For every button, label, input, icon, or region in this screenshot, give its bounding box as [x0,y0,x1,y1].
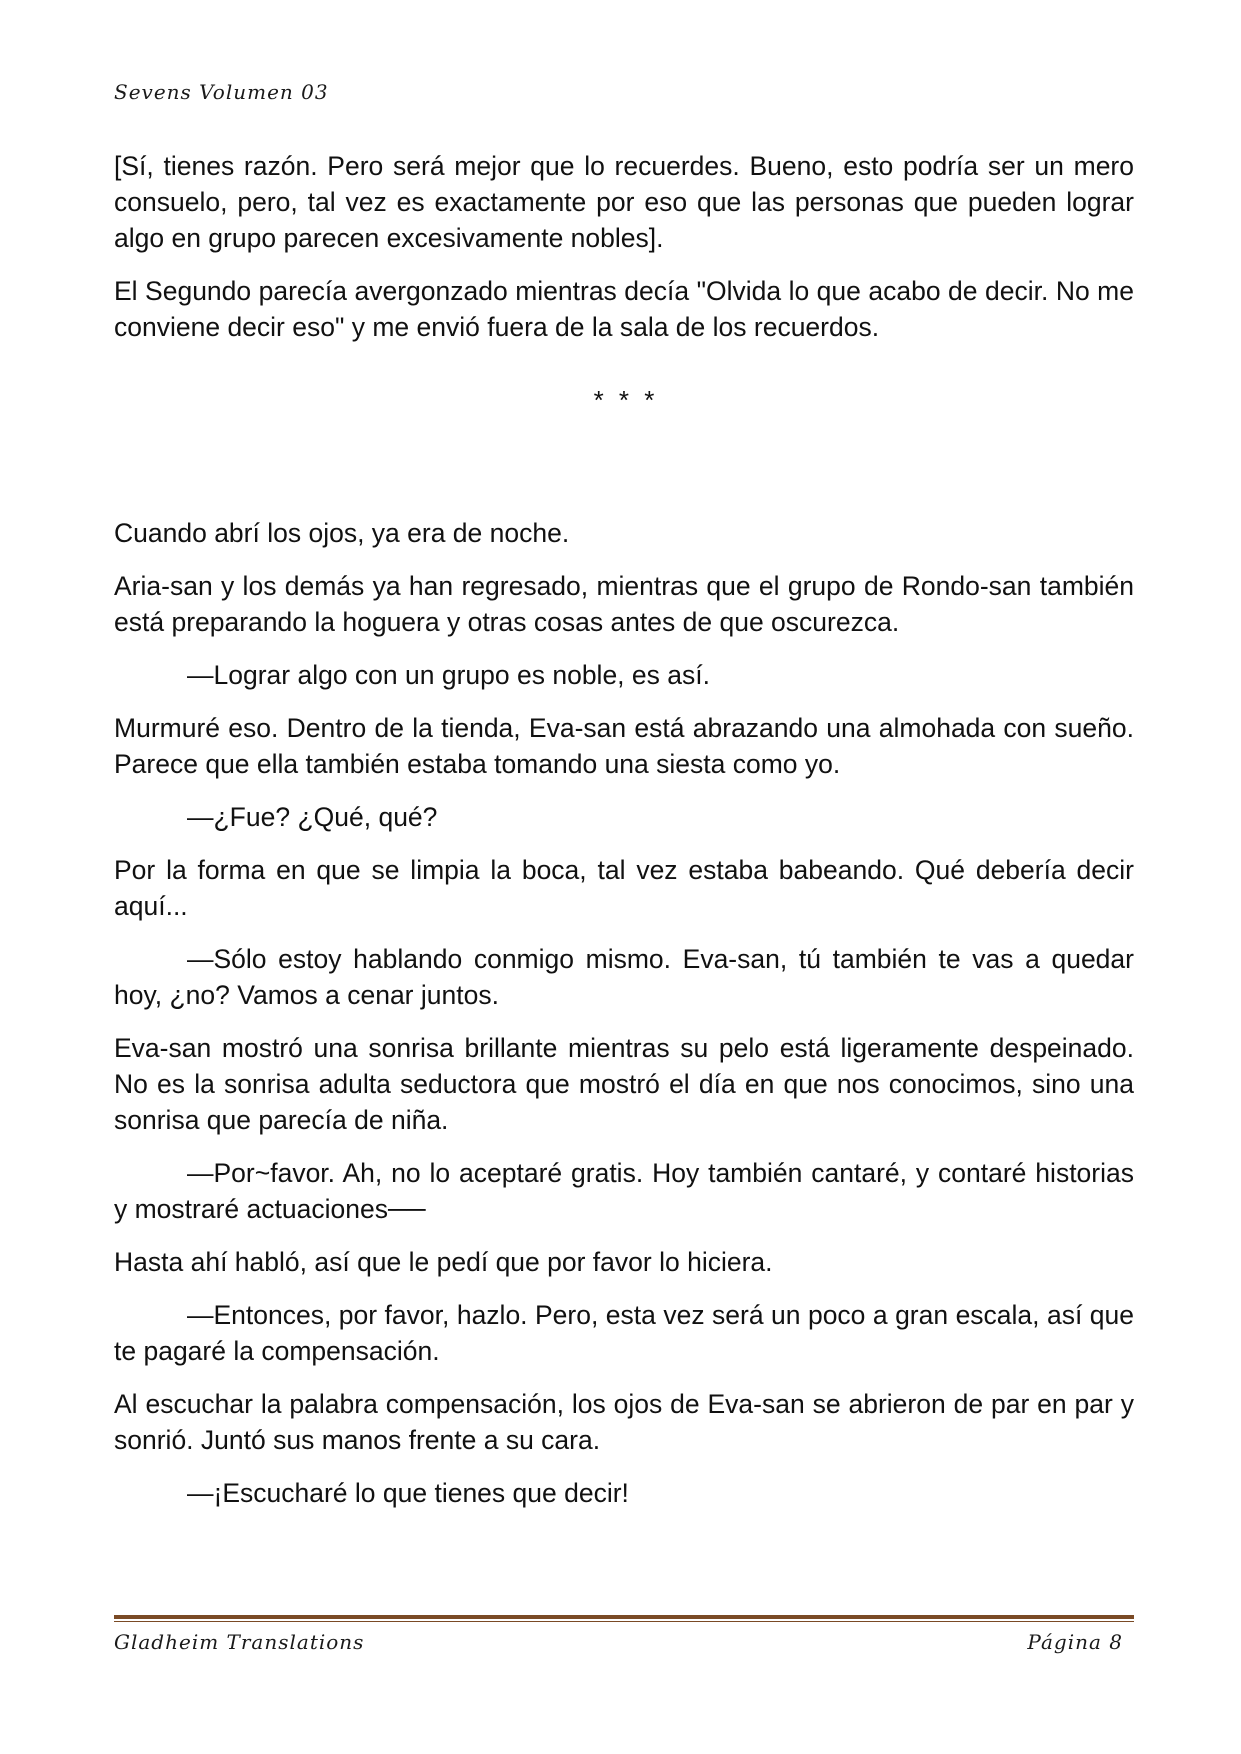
dialog-line: —¿Fue? ¿Qué, qué? [187,802,438,832]
footer-rule-thin [114,1621,1134,1622]
dialog-line: —Sólo estoy hablando conmigo mismo. Eva-san, tú también te vas a quedar hoy, ¿no? Vamos a cenar juntos. [114,944,1134,1010]
paragraph: Hasta ahí habló, así que le pedí que por favor lo hiciera. [114,1247,773,1277]
paragraph: Al escuchar la palabra compensación, los ojos de Eva-san se abrieron de par en par y sonrió. Juntó sus manos frente a su cara. [114,1389,1134,1455]
paragraph: Aria-san y los demás ya han regresado, mientras que el grupo de Rondo-san también está preparando la hoguera y otras cosas antes de que oscurezca. [114,571,1134,637]
footer-publisher: Gladheim Translations [114,1630,365,1654]
scene-break-block [114,385,1134,515]
paragraph: El Segundo parecía avergonzado mientras decía "Olvida lo que acabo de decir. No me conviene decir eso" y me envió fuera de la sala de los recuerdos. [114,276,1134,342]
paragraph: Por la forma en que se limpia la boca, tal vez estaba babeando. Qué debería decir aquí... [114,855,1134,921]
running-header: Sevens Volumen 03 [114,80,329,104]
dialog-line: —Lograr algo con un grupo es noble, es así. [187,660,710,690]
footer-rule-thick [114,1615,1134,1619]
paragraph: Murmuré eso. Dentro de la tienda, Eva-san está abrazando una almohada con sueño. Parece que ella también estaba tomando una siesta como yo. [114,713,1134,779]
page-number: Página 8 [1027,1630,1123,1654]
scene-break: * * * [593,385,659,415]
footer-rule [114,1615,1134,1622]
page-body [114,148,1134,1528]
paragraph: Cuando abrí los ojos, ya era de noche. [114,518,570,548]
dialog-line: —Entonces, por favor, hazlo. Pero, esta vez será un poco a gran escala, así que te pagaré la compensación. [114,1300,1134,1366]
dialog-line: —¡Escucharé lo que tienes que decir! [187,1478,629,1508]
paragraph: Eva-san mostró una sonrisa brillante mientras su pelo está ligeramente despeinado. No es la sonrisa adulta seductora que mostró el día en que nos conocimos, sino una sonrisa que parecía de niña. [114,1033,1134,1135]
paragraph: [Sí, tienes razón. Pero será mejor que lo recuerdes. Bueno, esto podría ser un mero consuelo, pero, tal vez es exactamente por eso que las personas que pueden lograr algo en grupo parecen excesivamente nobles]. [114,151,1134,253]
dialog-line: —Por~favor. Ah, no lo aceptaré gratis. Hoy también cantaré, y contaré historias y mostraré actuaciones── [114,1158,1134,1224]
